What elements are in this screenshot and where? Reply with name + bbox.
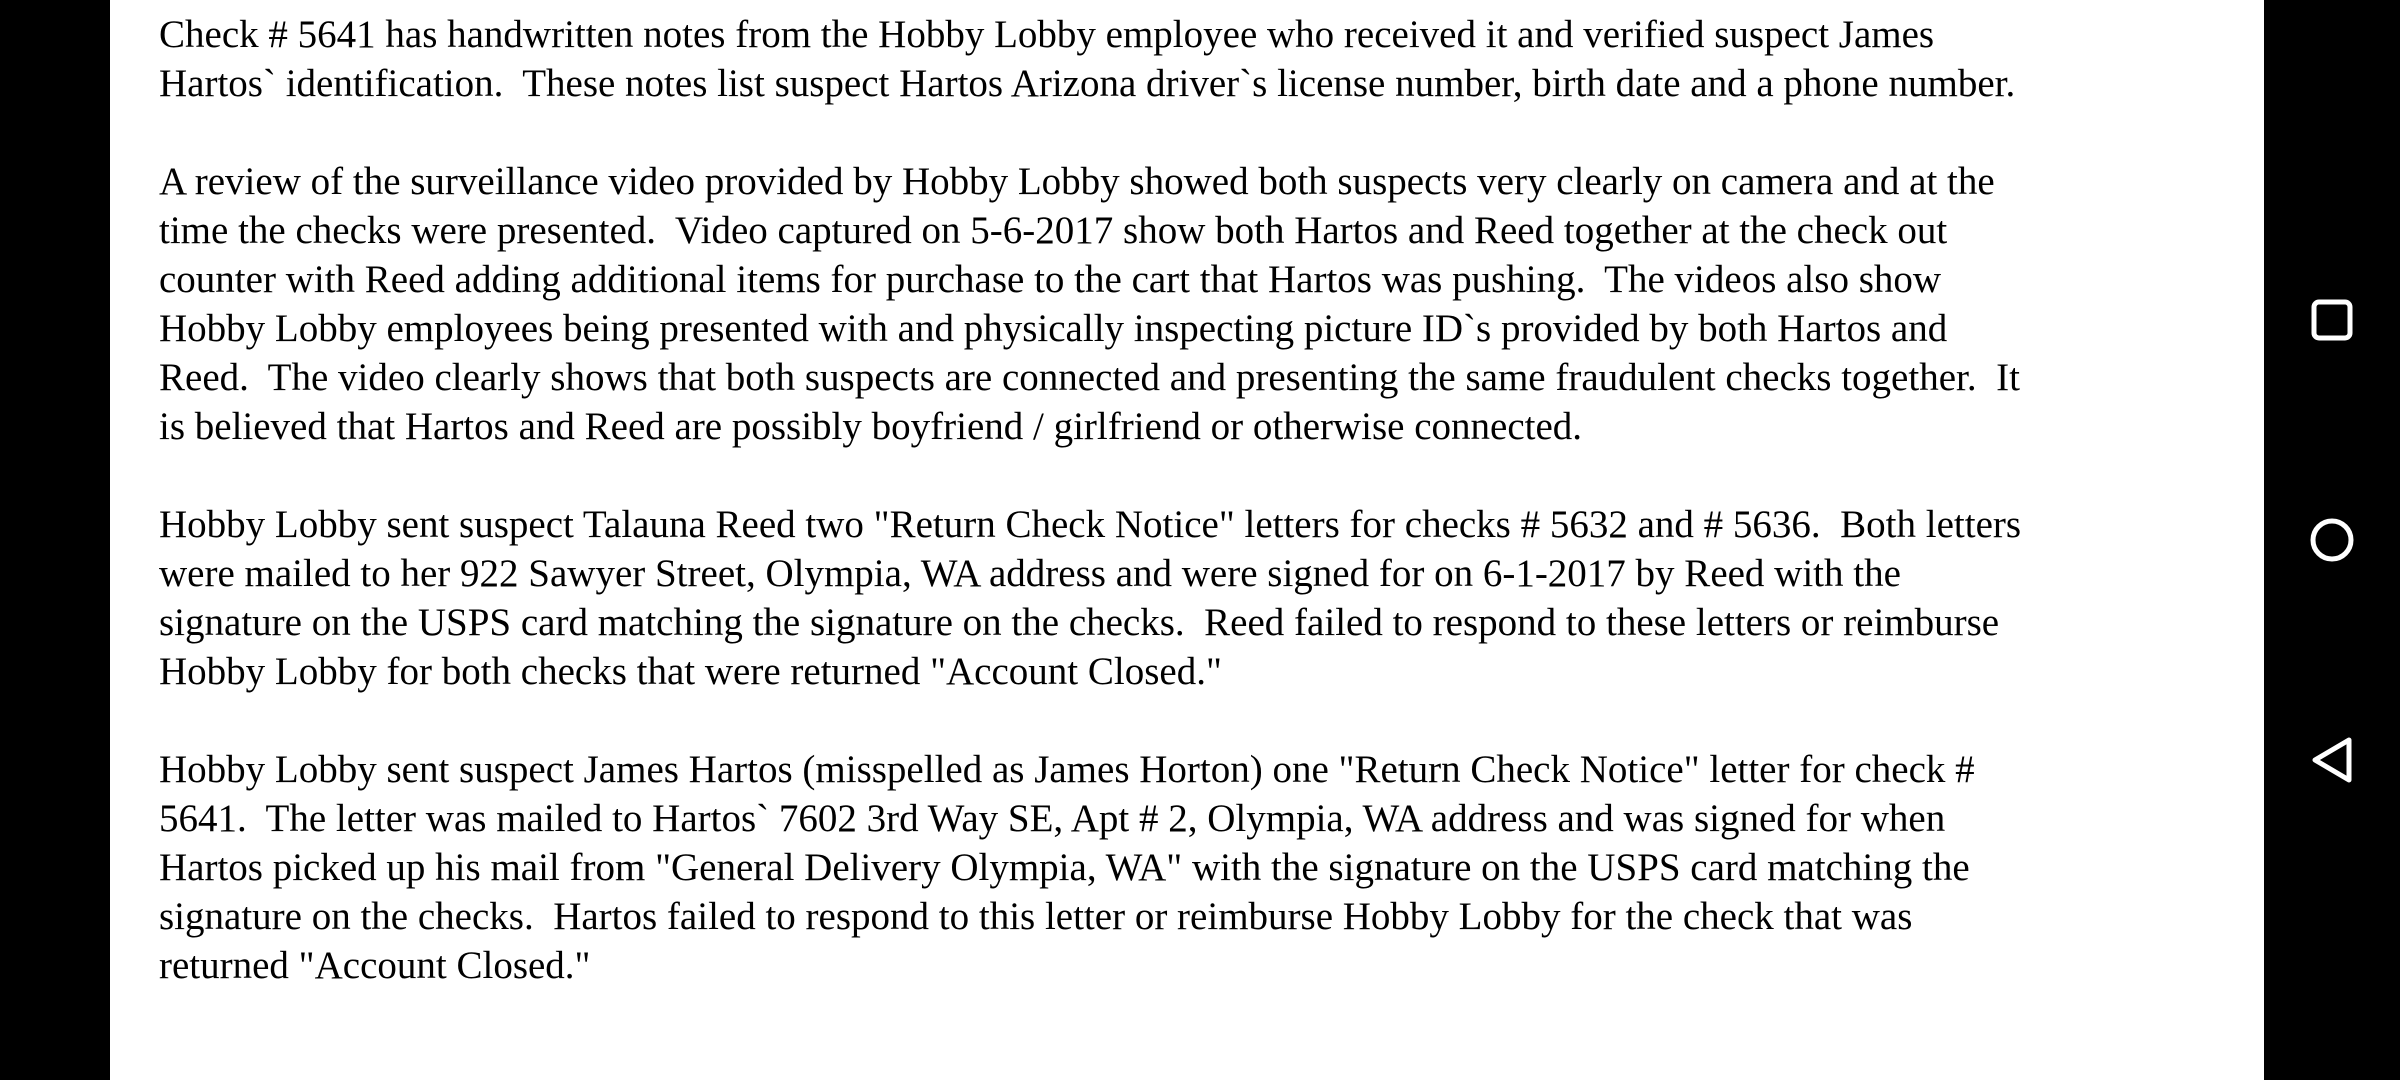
triangle-back-icon — [2309, 735, 2355, 785]
text-line: Hobby Lobby for both checks that were returned "Account Closed." — [159, 650, 1222, 693]
paragraph-reed-notices — [159, 500, 2264, 696]
text-line: 5641. The letter was mailed to Hartos` 7602 3rd Way SE, Apt # 2, Olympia, WA address and was signed for when — [159, 797, 1946, 840]
square-icon — [2310, 298, 2354, 342]
text-line: is believed that Hartos and Reed are possibly boyfriend / girlfriend or otherwise connected. — [159, 405, 1583, 448]
text-line: Hobby Lobby sent suspect Talauna Reed two "Return Check Notice" letters for checks # 5632 and # 5636. Both letters — [159, 503, 2022, 546]
text-line: A review of the surveillance video provided by Hobby Lobby showed both suspects very clearly on camera and at the — [159, 160, 1995, 203]
circle-icon — [2308, 516, 2356, 564]
paragraph-check-notes — [159, 10, 2264, 108]
text-line: Hartos picked up his mail from "General Delivery Olympia, WA" with the signature on the USPS card matching the — [159, 846, 1970, 889]
text-line: time the checks were presented. Video captured on 5-6-2017 show both Hartos and Reed together at the check out — [159, 209, 1948, 252]
text-line: signature on the checks. Hartos failed to respond to this letter or reimburse Hobby Lobby for the check that was — [159, 895, 1913, 938]
android-nav-bar — [2264, 0, 2400, 1080]
text-line: counter with Reed adding additional items for purchase to the cart that Hartos was pushing. The videos also show — [159, 258, 1942, 301]
back-button[interactable] — [2284, 712, 2380, 808]
text-line: were mailed to her 922 Sawyer Street, Olympia, WA address and were signed for on 6-1-2017 by Reed with the — [159, 552, 1901, 595]
text-line: Hobby Lobby employees being presented with and physically inspecting picture ID`s provided by both Hartos and — [159, 307, 1948, 350]
document-page[interactable] — [110, 0, 2264, 1080]
text-line: Hartos` identification. These notes list suspect Hartos Arizona driver`s license number, birth date and a phone number. — [159, 62, 2016, 105]
text-line: returned "Account Closed." — [159, 944, 591, 987]
home-button[interactable] — [2284, 492, 2380, 588]
text-line: signature on the USPS card matching the signature on the checks. Reed failed to respond to these letters or reimburse — [159, 601, 2000, 644]
paragraph-hartos-notice — [159, 745, 2264, 990]
document-body — [159, 10, 2264, 1039]
text-line: Reed. The video clearly shows that both suspects are connected and presenting the same fraudulent checks together. It — [159, 356, 2020, 399]
recent-apps-button[interactable] — [2284, 272, 2380, 368]
paragraph-surveillance-review — [159, 157, 2264, 451]
text-line: Hobby Lobby sent suspect James Hartos (misspelled as James Horton) one "Return Check Notice" letter for check # — [159, 748, 1975, 791]
text-line: Check # 5641 has handwritten notes from the Hobby Lobby employee who received it and verified suspect James — [159, 13, 1935, 56]
